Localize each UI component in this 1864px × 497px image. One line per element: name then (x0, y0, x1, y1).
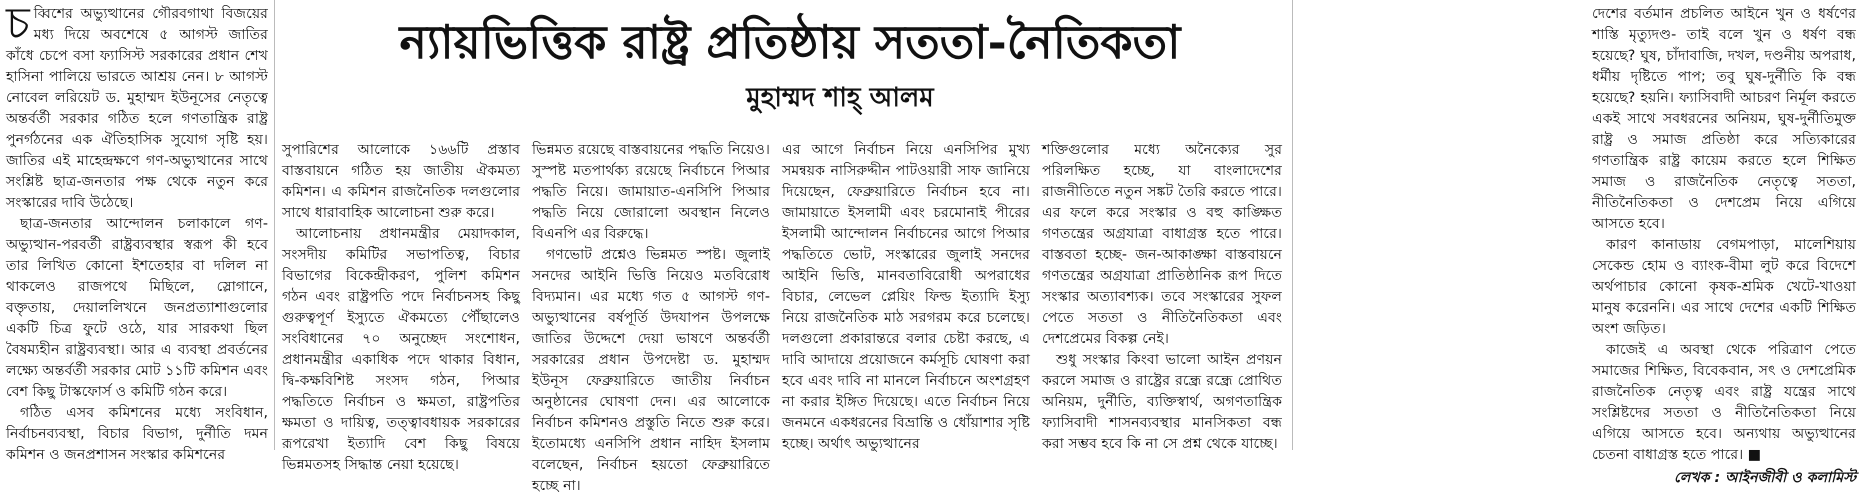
drop-cap: চ (6, 0, 30, 49)
column-divider (1292, 0, 1293, 450)
paragraph: শুধু সংস্কার কিংবা ভালো আইন প্রণয়ন করলে সমাজ ও রাষ্ট্রের রন্ধ্রে রন্ধ্রে প্রোথিত অনিয়ম, দুর্নীতি, ব্যক্তিস্বার্থ, অগণতান্ত্রিক ফ্যাসিবাদী শাসনব্যবস্থার মানসিকতা বন্ধ করা সম্ভব হবে কি না সে প্রশ্ন থেকে যাচ্ছে। (1042, 352, 1282, 452)
paragraph: ভিন্নমত রয়েছে বাস্তবায়নের পদ্ধতি নিয়েও। সুস্পষ্ট মতপার্থক্য রয়েছে নির্বাচনে পিআর পদ্ধতি নিয়ে। জামায়াত-এনসিপি পিআর পদ্ধতি নিয়ে জোরালো অবস্থান নিলেও বিএনপি এর বিরুদ্ধে। (532, 142, 770, 242)
column-4 (782, 140, 1030, 452)
column-3 (532, 140, 770, 494)
paragraph: গণভোট প্রশ্নেও ভিন্নমত স্পষ্ট। জুলাই সনদের আইনি ভিত্তি নিয়েও মতবিরোধ বিদ্যমান। এর মধ্যে গত ৫ আগস্ট গণ-অভ্যুত্থানের বর্ষপূর্তি উদযাপন উপলক্ষে জাতির উদ্দেশে দেয়া ভাষণে অন্তর্বর্তী সরকারের প্রধান উপদেষ্টা ড. মুহাম্মদ ইউনূস ফেব্রুয়ারিতে জাতীয় নির্বাচন অনুষ্ঠানের ঘোষণা দেন। এর আলোকে নির্বাচন কমিশনও প্রস্তুতি নিতে শুরু করে। ইতোমধ্যে এনসিপি প্রধান নাহিদ ইসলাম বলেছেন, নির্বাচন হয়তো ফেব্রুয়ারিতে হচ্ছে না। (532, 247, 770, 494)
author-byline: লেখক : আইনজীবী ও কলামিস্ট (1674, 470, 1856, 486)
column-divider (274, 0, 275, 450)
column-2 (282, 140, 520, 473)
paragraph: এর আগে নির্বাচন নিয়ে এনসিপির মুখ্য সমন্বয়ক নাসিরুদ্দীন পাটওয়ারী সাফ জানিয়ে দিয়েছেন, ফেব্রুয়ারিতে নির্বাচন হবে না। জামায়াতে ইসলামী এবং চরমোনাই পীরের ইসলামী আন্দোলন নির্বাচনের আগে পিআর পদ্ধতিতে ভোট, সংস্কারের জুলাই সনদের আইনি ভিত্তি, মানবতাবিরোধী অপরাধের বিচার, লেভেল প্লেয়িং ফিল্ড ইত্যাদি ইস্যু নিয়ে রাজনৈতিক মাঠ সরগরম করে চলেছে। দলগুলো প্রকারান্তরে বলার চেষ্টা করছে, এ দাবি আদায়ে প্রয়োজনে কর্মসূচি ঘোষণা করা হবে এবং দাবি না মানলে নির্বাচনে অংশগ্রহণ না করার ইঙ্গিত দিয়েছে। এতে নির্বাচন নিয়ে জনমনে একধরনের বিভ্রান্তি ও ধোঁয়াশার সৃষ্টি হচ্ছে। অর্থাৎ অভ্যুত্থানের (782, 142, 1030, 452)
paragraph: কাজেই এ অবস্থা থেকে পরিত্রাণ পেতে সমাজের শিক্ষিত, বিবেকবান, সৎ ও দেশপ্রেমিক রাজনৈতিক নেতৃত্ব এবং রাষ্ট্র যন্ত্রের সাথে সংশ্লিষ্টদের সততা ও নীতিনৈতিকতা নিয়ে এগিয়ে আসতে হবে। অন্যথায় অভ্যুত্থানের চেতনা বাধাগ্রস্ত হতে পারে। ■ (1592, 342, 1856, 463)
column-1 (6, 0, 268, 463)
paragraph: ছাত্র-জনতার আন্দোলন চলাকালে গণ-অভ্যুত্থান-পরবর্তী রাষ্ট্রব্যবস্থার স্বরূপ কী হবে তার লিখিত কোনো ইশতেহার বা দলিল না থাকলেও রাজপথে মিছিলে, স্লোগানে, বক্তৃতায়, দেয়াললিখনে জনপ্রত্যাশাগুলোর একটি চিত্র ফুটে ওঠে, যার সারকথা ছিল বৈষম্যহীন রাষ্ট্রব্যবস্থা। আর এ ব্যবস্থা প্রবর্তনের লক্ষ্যে অন্তর্বর্তী সরকার মোট ১১টি কমিশন এবং বেশ কিছু টাস্কফোর্স ও কমিটি গঠন করে। (6, 216, 268, 400)
paragraph: শক্তিগুলোর মধ্যে অনৈক্যের সুর পরিলক্ষিত হচ্ছে, যা বাংলাদেশের রাজনীতিতে নতুন সঙ্কট তৈরি করতে পারে। এর ফলে করে সংস্কার ও বহু কাঙ্ক্ষিত গণতন্ত্রের অগ্রযাত্রা বাধাগ্রস্ত হতে পারে। বাস্তবতা হচ্ছে- জন-আকাঙ্ক্ষা বাস্তবায়নে গণতন্ত্রের অগ্রযাত্রা প্রাতিষ্ঠানিক রূপ দিতে সংস্কার অত্যাবশ্যক। তবে সংস্কারের সুফল পেতে সততা ও নীতিনৈতিকতা এবং দেশপ্রেমের বিকল্প নেই। (1042, 142, 1282, 347)
paragraph: সুপারিশের আলোকে ১৬৬টি প্রস্তাব বাস্তবায়নে গঠিত হয় জাতীয় ঐকমত্য কমিশন। এ কমিশন রাজনৈতিক দলগুলোর সাথে ধারাবাহিক আলোচনা শুরু করে। (282, 142, 520, 221)
paragraph: চব্বিশের অভ্যুত্থানের গৌরবগাথা বিজয়ের মধ্য দিয়ে অবশেষে ৫ আগস্ট জাতির কাঁধে চেপে বসা ফ্যাসিস্ট সরকারের প্রধান শেখ হাসিনা পালিয়ে ভারতে আশ্রয় নেন। ৮ আগস্ট নোবেল লরিয়েট ড. মুহাম্মদ ইউনূসের নেতৃত্বে অন্তর্বর্তী সরকার গঠিত হলে গণতান্ত্রিক রাষ্ট্র পুনর্গঠনের এক ঐতিহাসিক সুযোগ সৃষ্টি হয়। জাতির এই মাহেন্দ্রক্ষণে গণ-অভ্যুত্থানের সাথে সংশ্লিষ্ট ছাত্র-জনতার পক্ষ থেকে নতুন করে সংস্কারের দাবি উঠেছে। (6, 0, 268, 211)
paragraph: কারণ কানাডায় বেগমপাড়া, মালেশিয়ায় সেকেন্ড হোম ও ব্যাংক-বীমা লুট করে বিদেশে অর্থপাচার কোনো কৃষক-শ্রমিক খেটে-খাওয়া মানুষ করেননি। এর সাথে দেশের একটি শিক্ষিত অংশ জড়িত। (1592, 237, 1856, 337)
author-name: মুহাম্মদ শাহ্ আলম (746, 83, 934, 113)
paragraph: আলোচনায় প্রধানমন্ত্রীর মেয়াদকাল, সংসদীয় কমিটির সভাপতিত্ব, বিচার বিভাগের বিকেন্দ্রীকরণ, পুলিশ কমিশন গঠন এবং রাষ্ট্রপতি পদে নির্বাচনসহ কিছু গুরুত্বপূর্ণ ইস্যুতে ঐকমত্যে পৌঁছালেও সংবিধানের ৭০ অনুচ্ছেদ সংশোধন, প্রধানমন্ত্রীর একাধিক পদে থাকার বিধান, দ্বি-কক্ষবিশিষ্ট সংসদ গঠন, পিআর পদ্ধতিতে নির্বাচন ও ক্ষমতা, রাষ্ট্রপতির ক্ষমতা ও দায়িত্ব, তত্ত্বাবধায়ক সরকারের রূপরেখা ইত্যাদি বেশ কিছু বিষয়ে ভিন্নমতসহ সিদ্ধান্ত নেয়া হয়েছে। (282, 226, 520, 473)
paragraph: গঠিত এসব কমিশনের মধ্যে সংবিধান, নির্বাচনব্যবস্থা, বিচার বিভাগ, দুর্নীতি দমন কমিশন ও জনপ্রশাসন সংস্কার কমিশনের (6, 405, 268, 463)
paragraph: দেশের বর্তমান প্রচলিত আইনে খুন ও ধর্ষণের শাস্তি মৃত্যুদণ্ড- তাই বলে খুন ও ধর্ষণ বন্ধ হয়েছে? ঘুষ, চাঁদাবাজি, দখল, দণ্ডনীয় অপরাধ, ধর্মীয় দৃষ্টিতে পাপ; তবু ঘুষ-দুর্নীতি কি বন্ধ হয়েছে? হয়নি। ফ্যাসিবাদী আচরণ নির্মূল করতে একই সাথে সবধরনের অনিয়ম, ঘুষ-দুর্নীতিমুক্ত রাষ্ট্র ও সমাজ প্রতিষ্ঠা করে সত্যিকারের গণতান্ত্রিক রাষ্ট্র কায়েম করতে হলে শিক্ষিত সমাজ ও রাজনৈতিক নেতৃত্বে সততা, নীতিনৈতিকতা ও দেশপ্রেম নিয়ে এগিয়ে আসতে হবে। (1592, 6, 1856, 232)
headline: ন্যায়ভিত্তিক রাষ্ট্র প্রতিষ্ঠায় সততা-নৈতিকতা (399, 15, 1181, 69)
column-5 (1042, 140, 1282, 452)
column-6 (1592, 4, 1856, 486)
